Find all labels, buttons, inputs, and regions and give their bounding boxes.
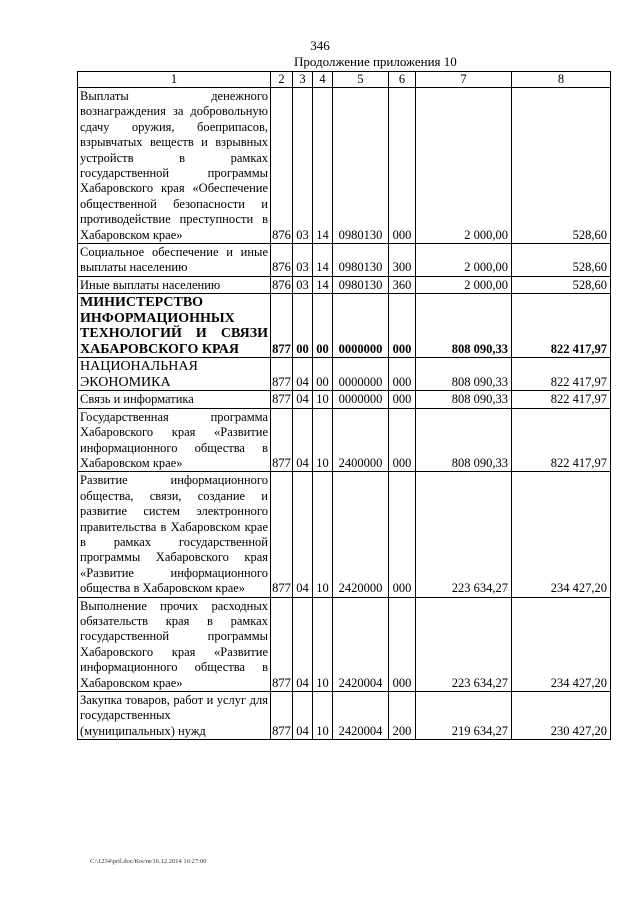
subsection-code-cell: 14	[313, 276, 333, 293]
expense-type-cell: 000	[389, 472, 416, 597]
amount-2015-cell: 808 090,33	[416, 358, 512, 391]
section-code-cell: 03	[293, 244, 313, 277]
amount-2016-cell: 822 417,97	[512, 408, 611, 472]
row-name-cell: НАЦИОНАЛЬНАЯ ЭКОНОМИКА	[78, 358, 271, 391]
subsection-code-cell: 10	[313, 391, 333, 408]
section-code-cell: 00	[293, 294, 313, 358]
amount-2015-cell: 2 000,00	[416, 244, 512, 277]
table-row	[78, 276, 611, 293]
target-article-cell: 0980130	[333, 244, 389, 277]
table-row	[78, 391, 611, 408]
admin-code-cell: 877	[271, 358, 293, 391]
admin-code-cell: 877	[271, 597, 293, 691]
table-row	[78, 597, 611, 691]
section-code-cell: 04	[293, 597, 313, 691]
target-article-cell: 0980130	[333, 88, 389, 244]
subsection-code-cell: 10	[313, 472, 333, 597]
section-code-cell: 04	[293, 472, 313, 597]
page-number: 346	[310, 38, 330, 53]
amount-2015-cell: 808 090,33	[416, 294, 512, 358]
subsection-code-cell: 14	[313, 88, 333, 244]
row-name-cell: Развитие информационного общества, связи, создание и развитие систем электронного правительства в Хабаровском крае в рамках государственной программы Хабаровского края «Развитие информационного общества в Хабаровском крае»	[78, 472, 271, 597]
expense-type-cell: 360	[389, 276, 416, 293]
header-cell: 2	[271, 72, 293, 88]
row-name-cell: Социальное обеспечение и иные выплаты населению	[78, 244, 271, 277]
section-code-cell: 04	[293, 358, 313, 391]
table-row	[78, 294, 611, 358]
continuation-caption: Продолжение приложения 10	[294, 54, 457, 69]
target-article-cell: 2420000	[333, 472, 389, 597]
amount-2016-cell: 528,60	[512, 88, 611, 244]
amount-2016-cell: 230 427,20	[512, 692, 611, 740]
target-article-cell: 0000000	[333, 358, 389, 391]
target-article-cell: 2420004	[333, 692, 389, 740]
table-row	[78, 244, 611, 277]
expense-type-cell: 300	[389, 244, 416, 277]
target-article-cell: 0000000	[333, 391, 389, 408]
row-name-cell: Закупка товаров, работ и услуг для государственных (муниципальных) нужд	[78, 692, 271, 740]
subsection-code-cell: 10	[313, 692, 333, 740]
amount-2015-cell: 2 000,00	[416, 276, 512, 293]
target-article-cell: 0000000	[333, 294, 389, 358]
section-code-cell: 04	[293, 391, 313, 408]
budget-table	[77, 71, 611, 740]
amount-2016-cell: 234 427,20	[512, 472, 611, 597]
amount-2016-cell: 822 417,97	[512, 294, 611, 358]
expense-type-cell: 000	[389, 88, 416, 244]
row-name-cell: Связь и информатика	[78, 391, 271, 408]
subsection-code-cell: 14	[313, 244, 333, 277]
row-name-cell: Государственная программа Хабаровского края «Развитие информационного общества в Хабаровском крае»	[78, 408, 271, 472]
admin-code-cell: 877	[271, 472, 293, 597]
section-code-cell: 03	[293, 88, 313, 244]
amount-2015-cell: 808 090,33	[416, 408, 512, 472]
header-cell: 6	[389, 72, 416, 88]
section-code-cell: 03	[293, 276, 313, 293]
header-cell: 8	[512, 72, 611, 88]
subsection-code-cell: 10	[313, 597, 333, 691]
admin-code-cell: 876	[272, 277, 291, 292]
header-cell: 1	[78, 72, 271, 88]
table-row	[78, 88, 611, 244]
header-cell: 4	[313, 72, 333, 88]
target-article-cell: 2400000	[333, 408, 389, 472]
amount-2016-cell: 822 417,97	[512, 391, 611, 408]
admin-code-cell: 877	[271, 408, 293, 472]
expense-type-cell: 000	[389, 597, 416, 691]
table-row	[78, 358, 611, 391]
row-name-cell: Выполнение прочих расходных обязательств края в рамках государственной программы Хабаровского края «Развитие информационного общества в Хабаровском крае»	[78, 597, 271, 691]
table-row	[78, 692, 611, 740]
section-code-cell: 04	[293, 408, 313, 472]
admin-code-cell: 876	[271, 88, 293, 244]
amount-2015-cell: 223 634,27	[416, 472, 512, 597]
table-row	[78, 472, 611, 597]
header-cell: 5	[333, 72, 389, 88]
subsection-code-cell: 10	[313, 408, 333, 472]
table-row	[78, 408, 611, 472]
expense-type-cell: 200	[389, 692, 416, 740]
expense-type-cell: 000	[389, 391, 416, 408]
admin-code-cell: 877	[271, 692, 293, 740]
section-code-cell: 04	[293, 692, 313, 740]
amount-2015-cell: 2 000,00	[416, 88, 512, 244]
target-article-cell: 0980130	[333, 276, 389, 293]
amount-2016-cell: 822 417,97	[512, 358, 611, 391]
admin-code-cell: 877	[271, 294, 293, 358]
row-name-cell: Иные выплаты населению	[78, 276, 271, 293]
amount-2016-cell: 528,60	[512, 276, 611, 293]
amount-2015-cell: 808 090,33	[416, 391, 512, 408]
row-name-cell: МИНИСТЕРСТВО ИНФОРМАЦИОННЫХ ТЕХНОЛОГИЙ И СВЯЗИ ХАБАРОВСКОГО КРАЯ	[78, 294, 271, 358]
amount-2016-cell: 234 427,20	[512, 597, 611, 691]
amount-2016-cell: 528,60	[512, 244, 611, 277]
expense-type-cell: 000	[389, 358, 416, 391]
header-row	[78, 72, 611, 88]
expense-type-cell: 000	[389, 294, 416, 358]
file-path-footer: C:\1234\pril.doc/Костя/16.12.2014 16:27:00	[90, 858, 207, 865]
expense-type-cell: 000	[389, 408, 416, 472]
target-article-cell: 2420004	[333, 597, 389, 691]
row-name-cell: Выплаты денежного вознаграждения за добровольную сдачу оружия, боеприпасов, взрывчатых веществ и взрывных устройств в рамках государственной программы Хабаровского края «Обеспечение общественной безопасности и противодействие преступности в Хабаровском крае»	[78, 88, 271, 244]
header-cell: 3	[293, 72, 313, 88]
subsection-code-cell: 00	[313, 358, 333, 391]
amount-2015-cell: 219 634,27	[416, 692, 512, 740]
amount-2015-cell: 223 634,27	[416, 597, 512, 691]
admin-code-cell: 877	[272, 392, 291, 407]
admin-code-cell: 876	[271, 244, 293, 277]
subsection-code-cell: 00	[313, 294, 333, 358]
header-cell: 7	[416, 72, 512, 88]
